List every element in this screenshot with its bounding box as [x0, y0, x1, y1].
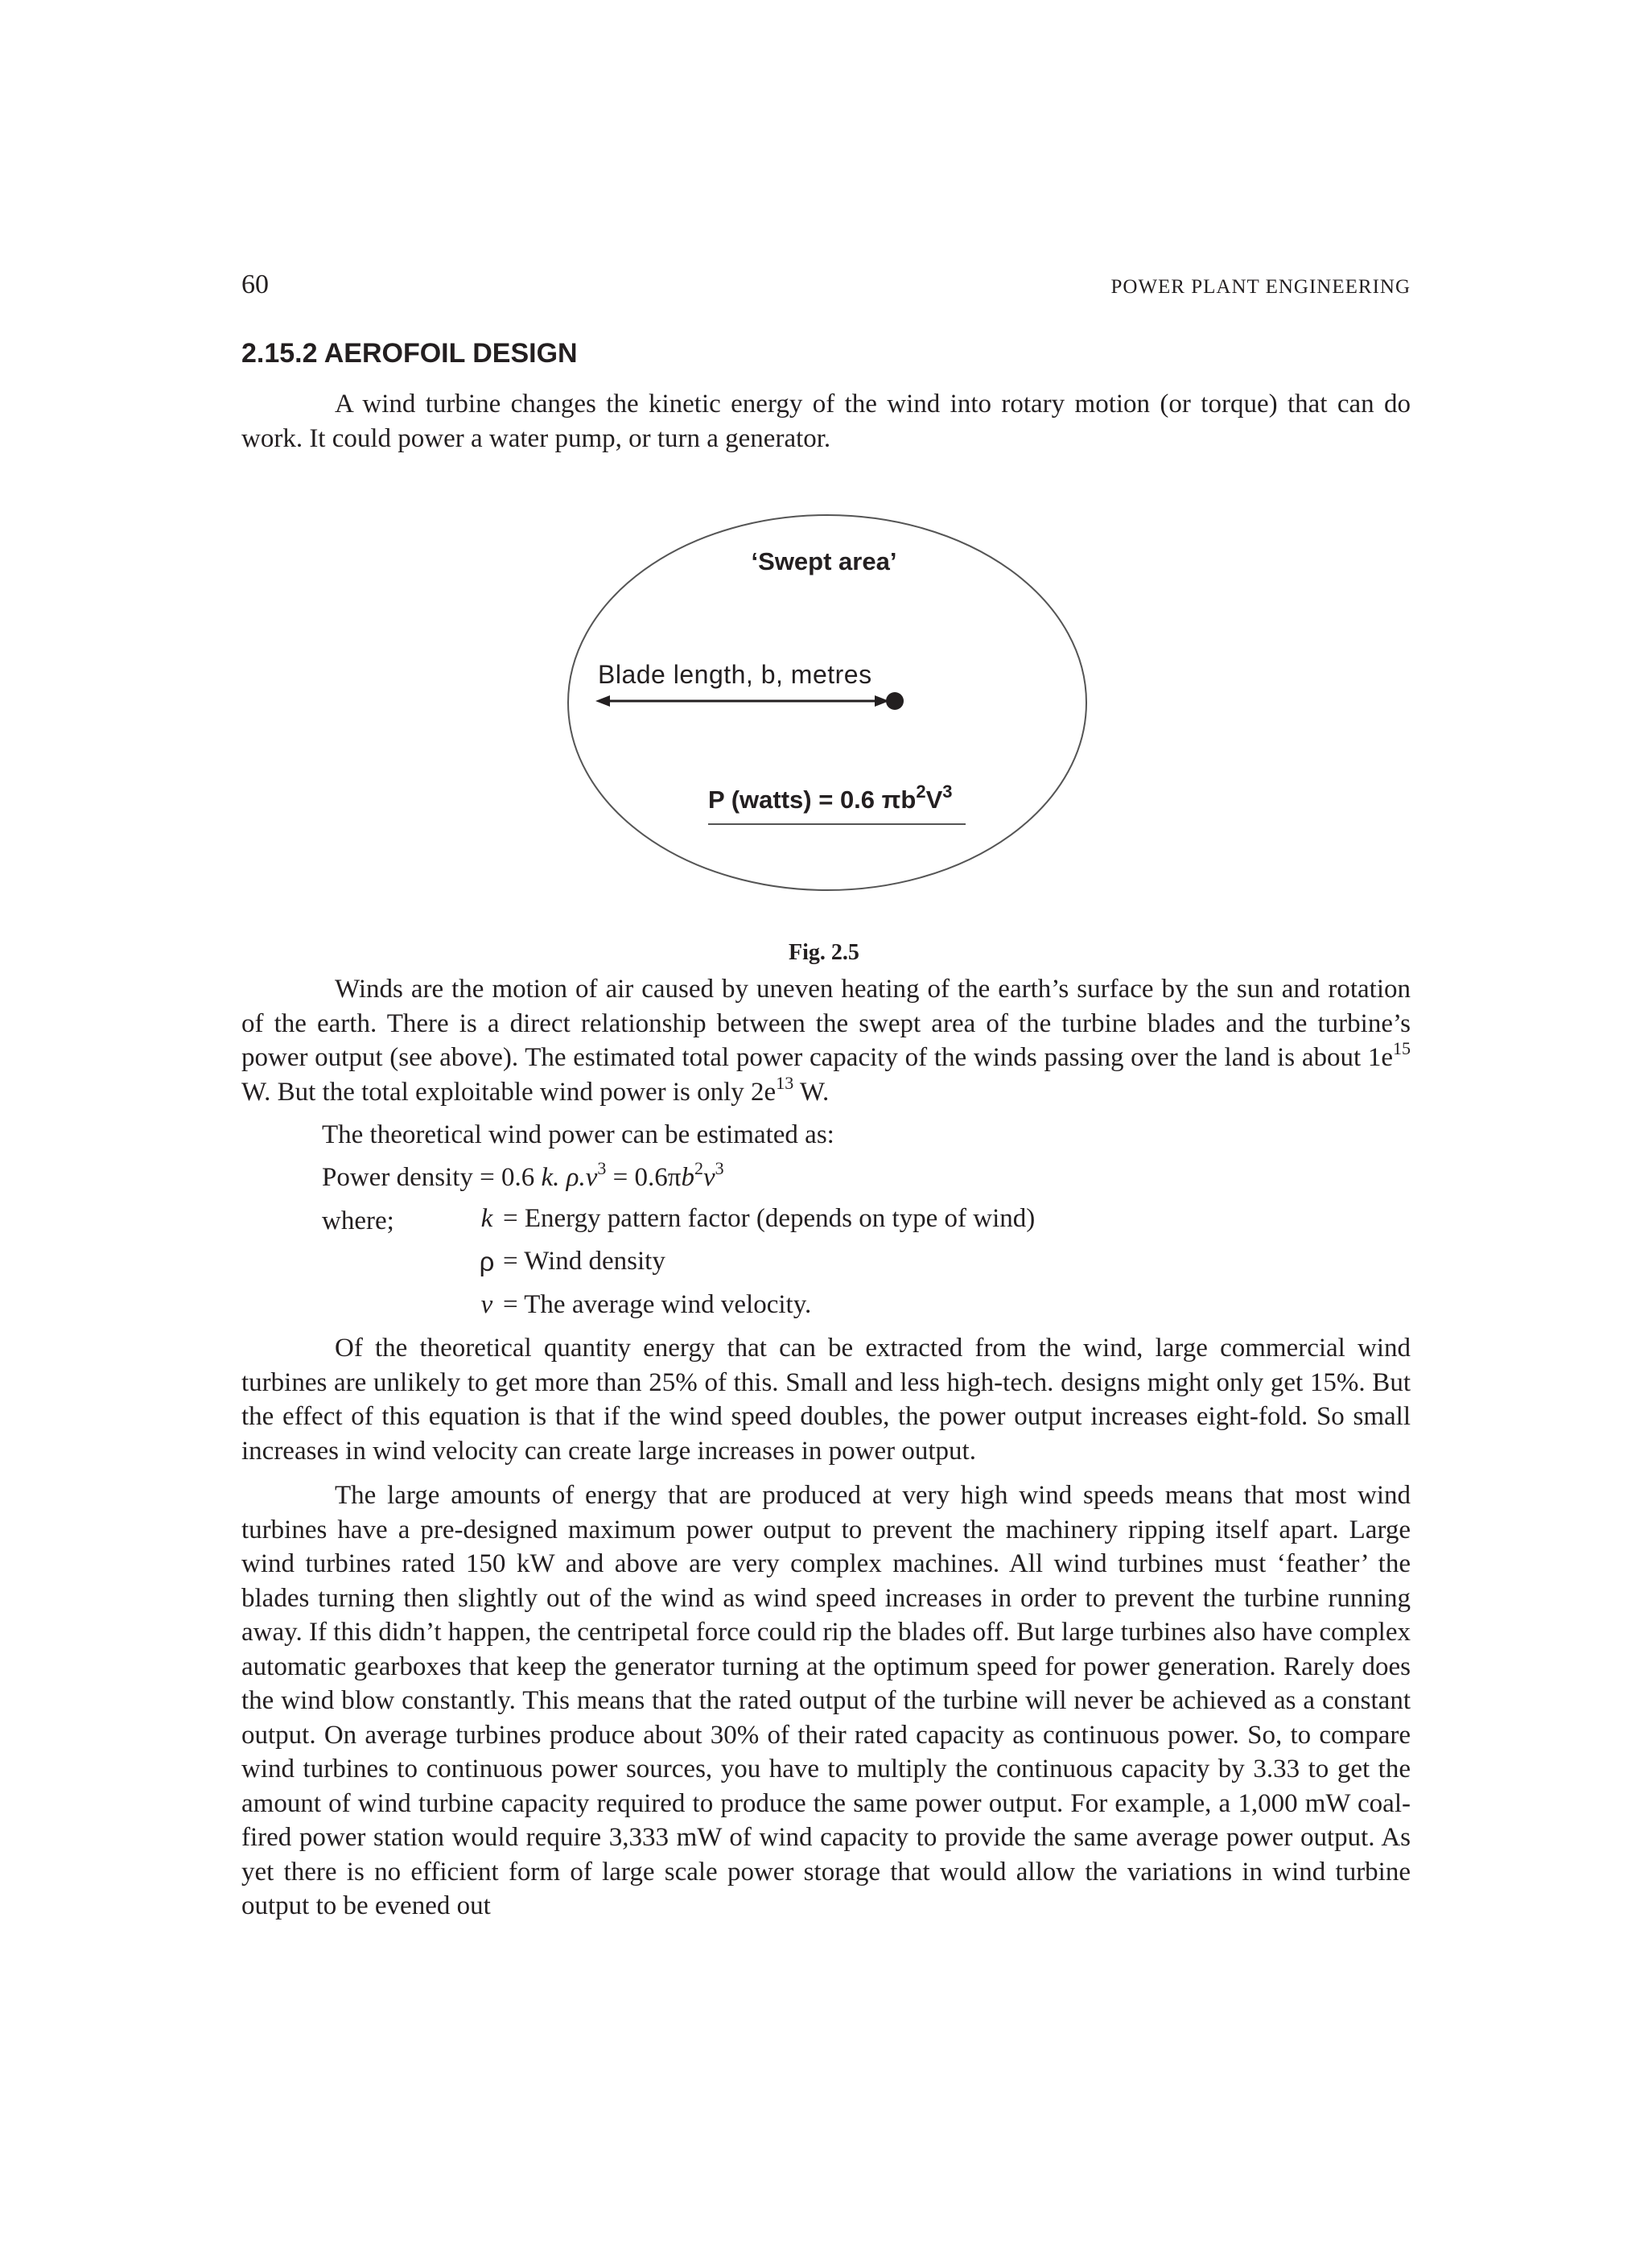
definition-row [0, 1247, 1648, 1280]
winds-exp-2: 13 [776, 1072, 794, 1093]
swept-area-ellipse [568, 515, 1086, 890]
formula-exponent-v: 3 [942, 781, 953, 802]
running-title: POWER PLANT ENGINEERING [1110, 276, 1411, 298]
winds-exp-1: 15 [1393, 1038, 1411, 1058]
intro-paragraph: A wind turbine changes the kinetic energy of the wind into rotary motion (or torque) that can do work. It could power a water pump, or turn a generator. [241, 390, 1411, 453]
formula-exponent-b: 2 [916, 781, 926, 802]
definition-row [0, 1290, 1648, 1324]
winds-text-3: W. [793, 1077, 830, 1107]
arrow-right-head [875, 695, 889, 707]
figure-swept-area [0, 0, 1648, 966]
definition-symbol: ρ [479, 1247, 495, 1276]
definition-text: = The average wind velocity. [503, 1290, 812, 1319]
winds-text-1: Winds are the motion of air caused by uneven heating of the earth’s surface by the sun and rotation of the earth. There is a direct relationship between the swept area of the turbine blades and the turbine’s power output (see above). The estimated total power capacity of the winds passing over the land is about 1e [241, 975, 1411, 1072]
where-label: where; [322, 1206, 394, 1235]
theory-line: The theoretical wind power can be estimated as: [322, 1120, 834, 1149]
pd-mid: = 0.6π [606, 1163, 682, 1192]
theoretical-paragraph: Of the theoretical quantity energy that can be extracted from the wind, large commercial wind turbines are unlikely to get more than 25% of this. Small and less high-tech. designs might only get 15%. But the effect of this equation is that if the wind speed doubles, the power output increases eight-fold. So small increases in wind velocity can create large increases in power output. [241, 1334, 1411, 1466]
pd-v: v [702, 1163, 715, 1192]
hub-dot [886, 692, 904, 710]
section-title: 2.15.2 AEROFOIL DESIGN [241, 338, 578, 369]
definition-text: = Energy pattern factor (depends on type of wind) [503, 1204, 1036, 1233]
arrow-left-head [595, 695, 610, 707]
winds-text-2: W. But the total exploitable wind power is only 2e [241, 1077, 777, 1107]
pd-k-rho-v: k. ρ.v [541, 1163, 598, 1192]
power-formula [708, 781, 953, 814]
pd-exp-c: 3 [715, 1158, 724, 1178]
definition-row [0, 1204, 1648, 1238]
formula-main: P (watts) = 0.6 πb [708, 786, 917, 814]
pd-exp-a: 3 [597, 1158, 607, 1178]
definition-symbol: v [480, 1290, 493, 1319]
figure-caption: Fig. 2.5 [789, 940, 859, 965]
pd-exp-b: 2 [694, 1158, 703, 1178]
pd-lead: Power density = 0.6 [322, 1163, 542, 1192]
swept-area-label: ‘Swept area’ [751, 547, 897, 575]
pd-b: b [681, 1163, 694, 1192]
figure-diagram [0, 0, 1648, 966]
winds-paragraph [241, 972, 1411, 1109]
page-number: 60 [241, 270, 269, 299]
large-amounts-paragraph: The large amounts of energy that are produced at very high wind speeds means that most wind turbines have a pre-designed maximum power output to prevent the machinery ripping itself apart. Large wind turbines rated 150 kW and above are very complex machines. All wind turbines must ‘feather’ the blades turning then slightly out of the wind as wind speed increases in order to prevent the turbine running away. If this didn’t happen, the centripetal force could rip the blades off. But large turbines also have complex automatic gearboxes that keep the generator turning at the optimum speed for power generation. Rarely does the wind blow constantly. This means that the rated output of the turbine will never be achieved as a constant output. On average turbines produce about 30% of their rated capacity as continuous power. So, to compare wind turbines to continuous power sources, you have to multiply the continuous capacity by 3.33 to get the amount of wind turbine capacity required to produce the same power output. For example, a 1,000 mW coal-fired power station would require 3,333 mW of wind capacity to provide the same average power output. As yet there is no efficient form of large scale power storage that would allow the variations in wind turbine output to be evened out [241, 1481, 1411, 1920]
definition-text: = Wind density [503, 1247, 665, 1276]
blade-length-label: Blade length, b, metres [598, 660, 872, 689]
definition-symbol: k [480, 1204, 493, 1233]
power-density-formula [322, 1158, 724, 1194]
formula-v: V [925, 786, 943, 814]
